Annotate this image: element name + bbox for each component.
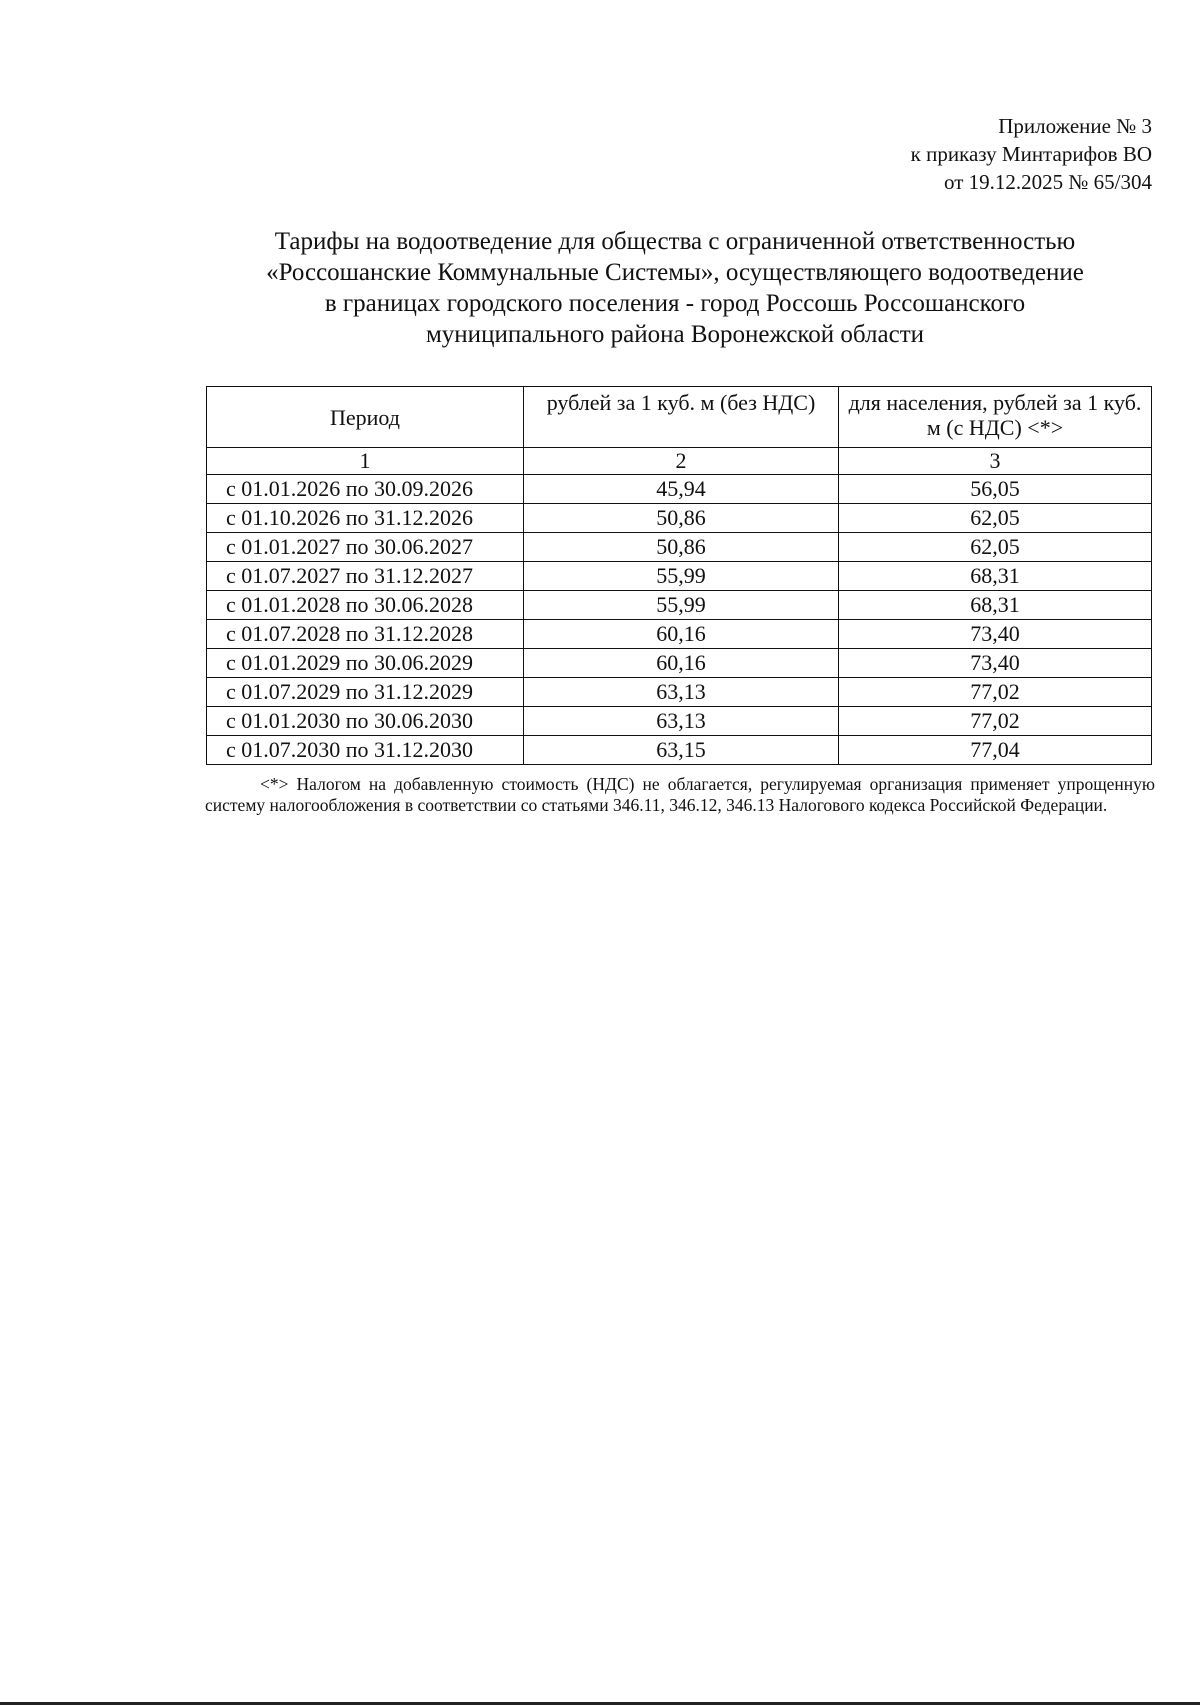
no-vat-cell: 63,15 bbox=[524, 736, 839, 765]
population-cell: 56,05 bbox=[839, 475, 1152, 504]
population-cell: 73,40 bbox=[839, 649, 1152, 678]
population-cell: 77,02 bbox=[839, 707, 1152, 736]
table-row bbox=[207, 591, 1152, 620]
no-vat-cell: 63,13 bbox=[524, 678, 839, 707]
vat-footnote: <*> Налогом на добавленную стоимость (НДС) не облагается, регулируемая организация применяет упрощенную систему налогообложения в соответствии со статьями 346.11, 346.12, 346.13 Налогового кодекса Российской Федерации. bbox=[205, 774, 1155, 815]
column-number-row bbox=[207, 448, 1152, 475]
table-row bbox=[207, 736, 1152, 765]
header-period: Период bbox=[207, 387, 524, 448]
period-cell: с 01.10.2026 по 31.12.2026 bbox=[207, 504, 524, 533]
title-line-1: Тарифы на водоотведение для общества с ограниченной ответственностью bbox=[274, 228, 1076, 255]
no-vat-cell: 50,86 bbox=[524, 504, 839, 533]
population-cell: 62,05 bbox=[839, 504, 1152, 533]
population-cell: 68,31 bbox=[839, 591, 1152, 620]
table-row bbox=[207, 533, 1152, 562]
population-cell: 62,05 bbox=[839, 533, 1152, 562]
page-bottom-edge bbox=[0, 1702, 1200, 1705]
table-row bbox=[207, 649, 1152, 678]
no-vat-cell: 45,94 bbox=[524, 475, 839, 504]
appendix-order-ref: к приказу Минтарифов ВО bbox=[910, 142, 1152, 166]
period-cell: с 01.01.2030 по 30.06.2030 bbox=[207, 707, 524, 736]
document-title bbox=[195, 226, 1155, 350]
period-cell: с 01.07.2028 по 31.12.2028 bbox=[207, 620, 524, 649]
title-line-4: муниципального района Воронежской области bbox=[425, 321, 924, 348]
no-vat-cell: 60,16 bbox=[524, 620, 839, 649]
table-row bbox=[207, 620, 1152, 649]
period-cell: с 01.07.2027 по 31.12.2027 bbox=[207, 562, 524, 591]
no-vat-cell: 63,13 bbox=[524, 707, 839, 736]
period-cell: с 01.07.2030 по 31.12.2030 bbox=[207, 736, 524, 765]
column-number: 2 bbox=[524, 448, 839, 475]
table-row bbox=[207, 562, 1152, 591]
table-header-row bbox=[207, 387, 1152, 448]
population-cell: 77,04 bbox=[839, 736, 1152, 765]
population-cell: 68,31 bbox=[839, 562, 1152, 591]
period-cell: с 01.01.2029 по 30.06.2029 bbox=[207, 649, 524, 678]
no-vat-cell: 60,16 bbox=[524, 649, 839, 678]
header-population: для населения, рублей за 1 куб. м (с НДС) <*> bbox=[839, 387, 1152, 448]
title-line-3: в границах городского поселения - город Россошь Россошанского bbox=[324, 290, 1026, 317]
column-number: 1 bbox=[207, 448, 524, 475]
appendix-order-date: от 19.12.2025 № 65/304 bbox=[943, 170, 1152, 194]
period-cell: с 01.01.2028 по 30.06.2028 bbox=[207, 591, 524, 620]
table-row bbox=[207, 678, 1152, 707]
table-row bbox=[207, 707, 1152, 736]
appendix-number: Приложение № 3 bbox=[998, 114, 1152, 138]
population-cell: 77,02 bbox=[839, 678, 1152, 707]
no-vat-cell: 55,99 bbox=[524, 562, 839, 591]
tariff-table bbox=[206, 386, 1152, 765]
no-vat-cell: 50,86 bbox=[524, 533, 839, 562]
no-vat-cell: 55,99 bbox=[524, 591, 839, 620]
header-no-vat: рублей за 1 куб. м (без НДС) bbox=[524, 387, 839, 448]
period-cell: с 01.01.2027 по 30.06.2027 bbox=[207, 533, 524, 562]
table-row bbox=[207, 504, 1152, 533]
title-line-2: «Россошанские Коммунальные Системы», осуществляющего водоотведение bbox=[266, 259, 1084, 286]
period-cell: с 01.07.2029 по 31.12.2029 bbox=[207, 678, 524, 707]
appendix-header bbox=[911, 112, 1152, 196]
table-row bbox=[207, 475, 1152, 504]
column-number: 3 bbox=[839, 448, 1152, 475]
period-cell: с 01.01.2026 по 30.09.2026 bbox=[207, 475, 524, 504]
population-cell: 73,40 bbox=[839, 620, 1152, 649]
